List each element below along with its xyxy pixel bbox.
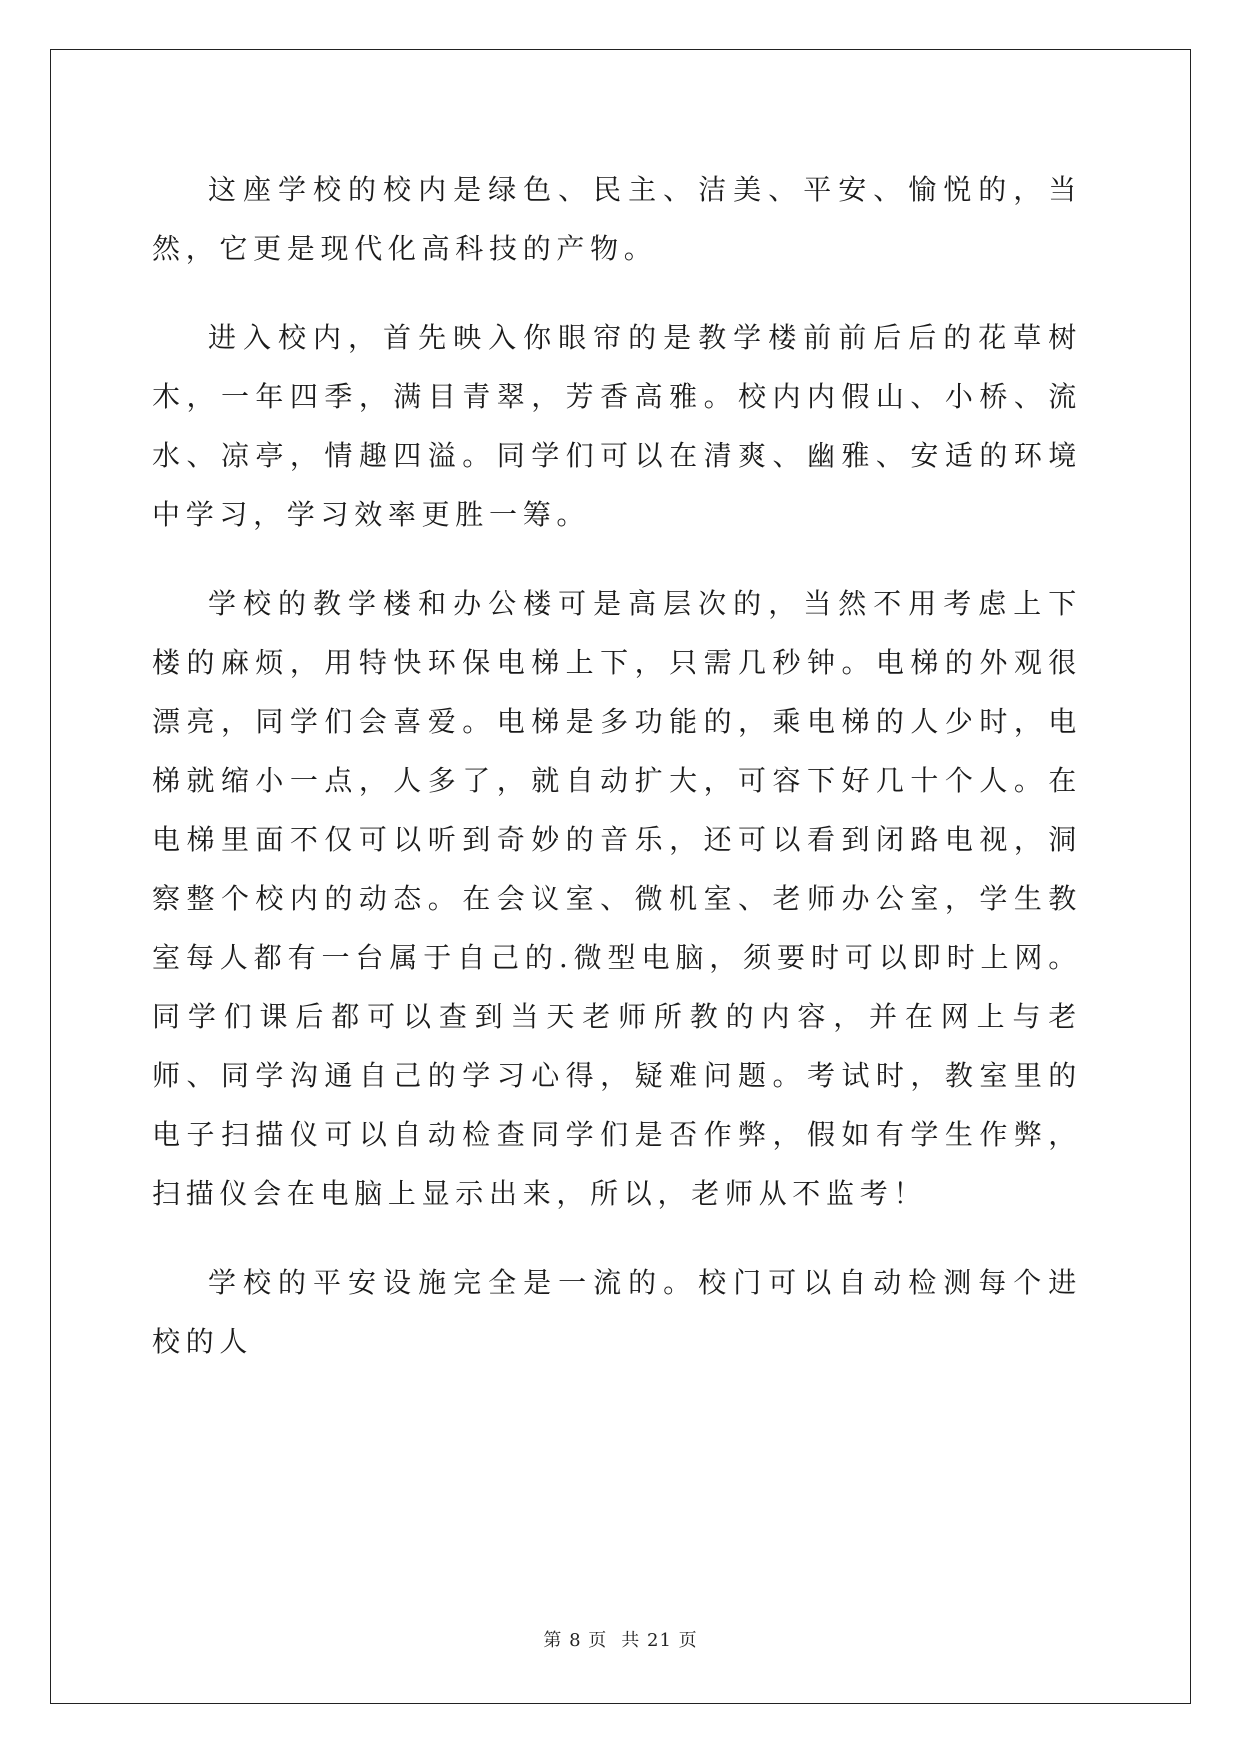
page-total: 共 21 页 [621,1630,698,1651]
page-footer [0,1626,1241,1652]
paragraph-1: 这座学校的校内是绿色、民主、洁美、平安、愉悦的，当然，它更是现代化高科技的产物。 [152,173,1082,265]
page-number: 第 8 页 [543,1630,608,1651]
paragraph-3: 学校的教学楼和办公楼可是高层次的，当然不用考虑上下楼的麻烦，用特快环保电梯上下，只需几秒钟。电梯的外观很漂亮，同学们会喜爱。电梯是多功能的，乘电梯的人少时，电梯就缩小一点，人多了，就自动扩大，可容下好几十个人。在电梯里面不仅可以听到奇妙的音乐，还可以看到闭路电视，洞察整个校内的动态。在会议室、微机室、老师办公室，学生教室每人都有一台属于自己的.微型电脑，须要时可以即时上网。同学们课后都可以查到当天老师所教的内容，并在网上与老师、同学沟通自己的学习心得，疑难问题。考试时，教室里的电子扫描仪可以自动检查同学们是否作弊，假如有学生作弊，扫描仪会在电脑上显示出来，所以，老师从不监考！ [152,587,1082,1210]
paragraph-2: 进入校内，首先映入你眼帘的是教学楼前前后后的花草树木，一年四季，满目青翠，芳香高雅。校内内假山、小桥、流水、凉亭，情趣四溢。同学们可以在清爽、幽雅、安适的环境中学习，学习效率更胜一筹。 [152,321,1082,531]
document-body [152,160,1082,1401]
paragraph-4: 学校的平安设施完全是一流的。校门可以自动检测每个进校的人 [152,1266,1082,1358]
